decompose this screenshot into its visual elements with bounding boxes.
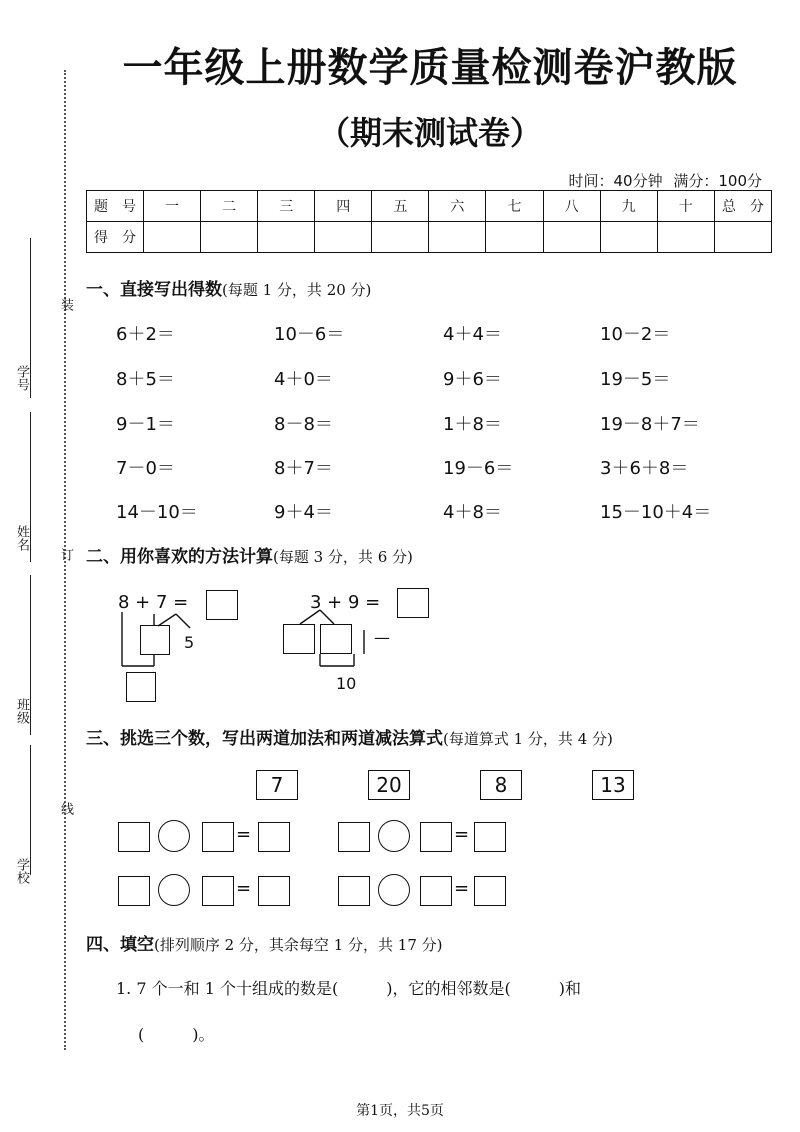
score-table-score-row <box>87 222 772 253</box>
equation: 4＋4＝ <box>443 324 502 345</box>
score-blank[interactable] <box>600 222 657 253</box>
operator-circle[interactable] <box>158 820 190 852</box>
score-blank[interactable] <box>372 222 429 253</box>
score-table-cell: 五 <box>372 191 429 222</box>
equation: 1＋8＝ <box>443 414 502 435</box>
score-blank[interactable] <box>657 222 714 253</box>
score-blank[interactable] <box>144 222 201 253</box>
score-table-cell: 十 <box>657 191 714 222</box>
score-table-cell: 七 <box>486 191 543 222</box>
score-table-cell: 得 分 <box>87 222 144 253</box>
student-no-label: 学号 <box>14 365 29 391</box>
score-table-cell: 六 <box>429 191 486 222</box>
class-label: 班级 <box>14 698 29 724</box>
equation: 8＋5＝ <box>116 369 175 390</box>
split-number: 5 <box>184 633 195 652</box>
equation: 10－6＝ <box>274 324 345 345</box>
operator-circle[interactable] <box>378 820 410 852</box>
equation: 9－1＝ <box>116 414 175 435</box>
section4-heading: 四、填空(排列顺序 2 分，其余每空 1 分，共 17 分) <box>86 935 443 955</box>
school-label: 学校 <box>14 858 29 884</box>
school-line <box>30 745 31 875</box>
equation: 8－8＝ <box>274 414 333 435</box>
score-table-cell: 三 <box>258 191 315 222</box>
answer-box[interactable] <box>397 588 429 618</box>
equals-sign: = <box>236 878 252 899</box>
formula-box[interactable] <box>258 822 290 852</box>
problem2-diagram <box>290 608 380 670</box>
formula-box[interactable] <box>420 876 452 906</box>
formula-box[interactable] <box>202 822 234 852</box>
equation: 7－0＝ <box>116 458 175 479</box>
number-card: 13 <box>592 770 634 800</box>
score-blank[interactable] <box>429 222 486 253</box>
equation: 3＋6＋8＝ <box>600 458 689 479</box>
exam-time: 时间：40分钟 <box>568 172 663 190</box>
score-blank[interactable] <box>486 222 543 253</box>
score-blank[interactable] <box>315 222 372 253</box>
name-label: 姓名 <box>14 525 29 551</box>
equation: 6＋2＝ <box>116 324 175 345</box>
score-table <box>86 190 772 253</box>
equation: 14－10＝ <box>116 502 198 523</box>
operator-circle[interactable] <box>378 874 410 906</box>
equals-sign: = <box>236 824 252 845</box>
formula-box[interactable] <box>474 822 506 852</box>
question-1-line1: 1. 7 个一和 1 个十组成的数是( )，它的相邻数是( )和 <box>116 979 581 998</box>
margin-label-zhuang: 装 <box>58 298 73 311</box>
number-card: 7 <box>256 770 298 800</box>
score-table-cell: 二 <box>201 191 258 222</box>
equals-sign: = <box>454 824 470 845</box>
score-blank[interactable] <box>714 222 771 253</box>
margin-label-xian: 线 <box>58 802 73 815</box>
score-table-header-row <box>87 191 772 222</box>
page-title: 一年级上册数学质量检测卷沪教版 <box>122 44 738 91</box>
equation: 19－6＝ <box>443 458 514 479</box>
section2-heading: 二、用你喜欢的方法计算(每题 3 分，共 6 分) <box>86 547 413 567</box>
score-table-cell: 九 <box>600 191 657 222</box>
formula-box[interactable] <box>118 876 150 906</box>
operator-circle[interactable] <box>158 874 190 906</box>
question-1-line2: ( )。 <box>138 1025 215 1044</box>
score-blank[interactable] <box>258 222 315 253</box>
page-footer: 第1页，共5页 <box>356 1103 444 1119</box>
section1-heading: 一、直接写出得数(每题 1 分，共 20 分) <box>86 280 372 300</box>
margin-label-ding: 订 <box>58 548 73 561</box>
section3-heading: 三、挑选三个数，写出两道加法和两道减法算式(每道算式 1 分，共 4 分) <box>86 729 613 749</box>
equation: 19－5＝ <box>600 369 671 390</box>
page-subtitle: （期末测试卷） <box>317 114 542 152</box>
number-card: 8 <box>480 770 522 800</box>
minus-mark: — <box>374 628 390 647</box>
equation: 9＋4＝ <box>274 502 333 523</box>
score-table-cell: 四 <box>315 191 372 222</box>
formula-box[interactable] <box>118 822 150 852</box>
problem2-expression: 3 + 9 = <box>310 592 381 613</box>
score-table-cell: 一 <box>144 191 201 222</box>
score-blank[interactable] <box>543 222 600 253</box>
formula-box[interactable] <box>338 876 370 906</box>
ten-number: 10 <box>336 674 357 693</box>
formula-box[interactable] <box>338 822 370 852</box>
equation: 4＋0＝ <box>274 369 333 390</box>
equation: 19－8＋7＝ <box>600 414 700 435</box>
formula-box[interactable] <box>202 876 234 906</box>
score-table-cell: 八 <box>543 191 600 222</box>
exam-info <box>562 170 762 191</box>
equation: 9＋6＝ <box>443 369 502 390</box>
equation: 10－2＝ <box>600 324 671 345</box>
equals-sign: = <box>454 878 470 899</box>
formula-box[interactable] <box>420 822 452 852</box>
score-blank[interactable] <box>201 222 258 253</box>
score-table-cell: 题 号 <box>87 191 144 222</box>
formula-box[interactable] <box>258 876 290 906</box>
formula-box[interactable] <box>474 876 506 906</box>
problem1-diagram <box>118 610 218 690</box>
number-card: 20 <box>368 770 410 800</box>
score-table-cell: 总 分 <box>714 191 771 222</box>
equation: 15－10＋4＝ <box>600 502 712 523</box>
problem1-expression: 8 + 7 = <box>118 592 189 613</box>
exam-full-score: 满分：100分 <box>673 172 762 190</box>
equation: 8＋7＝ <box>274 458 333 479</box>
equation: 4＋8＝ <box>443 502 502 523</box>
